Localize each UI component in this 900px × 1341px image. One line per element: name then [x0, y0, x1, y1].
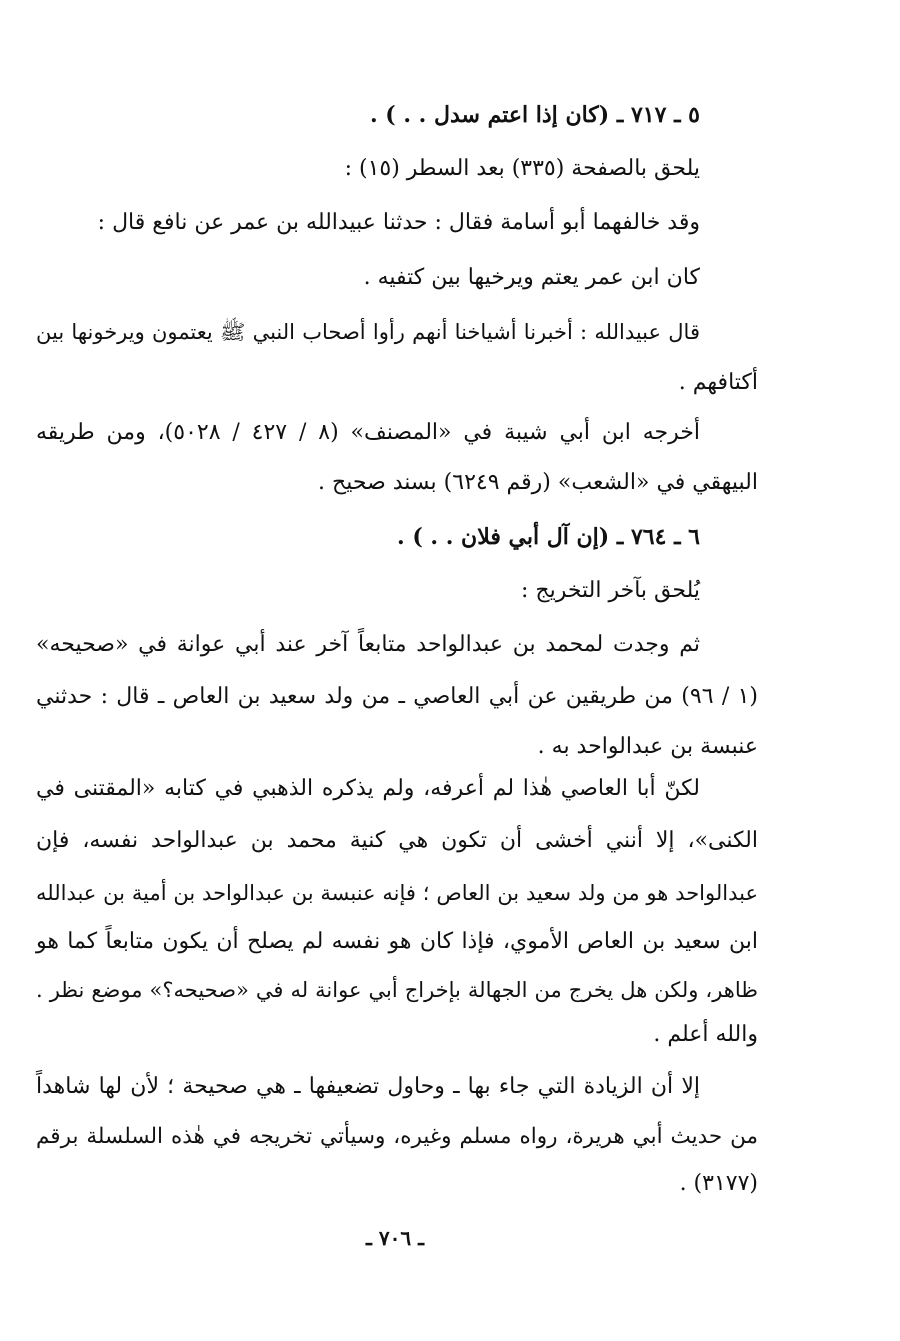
text-line: كان ابن عمر يعتم ويرخيها بين كتفيه . — [363, 265, 700, 290]
text-line: لكنّ أبا العاصي هٰذا لم أعرفه، ولم يذكره الذهبي في كتابه «المقتنى في — [36, 776, 700, 801]
text-line: أكتافهم . — [678, 370, 758, 395]
text-line: البيهقي في «الشعب» (رقم ٦٢٤٩) بسند صحيح . — [318, 470, 758, 495]
text-line: يُلحق بآخر التخريج : — [520, 578, 700, 603]
text-line: عبدالواحد هو من ولد سعيد بن العاص ؛ فإنه عنبسة بن عبدالواحد بن أمية بن عبدالله — [36, 881, 758, 905]
page-number: ـ ٧٠٦ ـ — [366, 1226, 424, 1250]
text-line: ثم وجدت لمحمد بن عبدالواحد متابعاً آخر عند أبي عوانة في «صحيحه» — [36, 632, 700, 657]
text-line: عنبسة بن عبدالواحد به . — [537, 734, 758, 759]
hadith-heading-764: ٦ ـ ٧٦٤ ـ (إن آل أبي فلان . . ) . — [397, 524, 700, 550]
text-line: قال عبيدالله : أخبرنا أشياخنا أنهم رأوا أصحاب النبي ﷺ يعتمون ويرخونها بين — [36, 320, 700, 344]
text-line: وقد خالفهما أبو أسامة فقال : حدثنا عبيدالله بن عمر عن نافع قال : — [97, 210, 700, 235]
text-line: (٣١٧٧) . — [679, 1171, 758, 1196]
text-line: من حديث أبي هريرة، رواه مسلم وغيره، وسيأتي تخريجه في هٰذه السلسلة برقم — [36, 1124, 758, 1149]
hadith-heading-717: ٥ ـ ٧١٧ ـ (كان إذا اعتم سدل . . ) . — [369, 102, 700, 128]
text-line: (١ / ٩٦) من طريقين عن أبي العاصي ـ من ولد سعيد بن العاص ـ قال : حدثني — [36, 684, 758, 709]
text-line: والله أعلم . — [653, 1022, 758, 1047]
text-line: ظاهر، ولكن هل يخرج من الجهالة بإخراج أبي عوانة له في «صحيحه؟» موضع نظر . — [36, 978, 758, 1002]
text-line: الكنى»، إلا أنني أخشى أن تكون هي كنية محمد بن عبدالواحد نفسه، فإن — [36, 828, 758, 853]
text-line: ابن سعيد بن العاص الأموي، فإذا كان هو نفسه لم يصلح أن يكون متابعاً كما هو — [36, 929, 758, 954]
text-line: أخرجه ابن أبي شيبة في «المصنف» (٨ / ٤٢٧ / ٥٠٢٨)، ومن طريقه — [36, 420, 700, 445]
text-line: يلحق بالصفحة (٣٣٥) بعد السطر (١٥) : — [344, 156, 700, 181]
text-line: إلا أن الزيادة التي جاء بها ـ وحاول تضعيفها ـ هي صحيحة ؛ لأن لها شاهداً — [36, 1074, 700, 1099]
